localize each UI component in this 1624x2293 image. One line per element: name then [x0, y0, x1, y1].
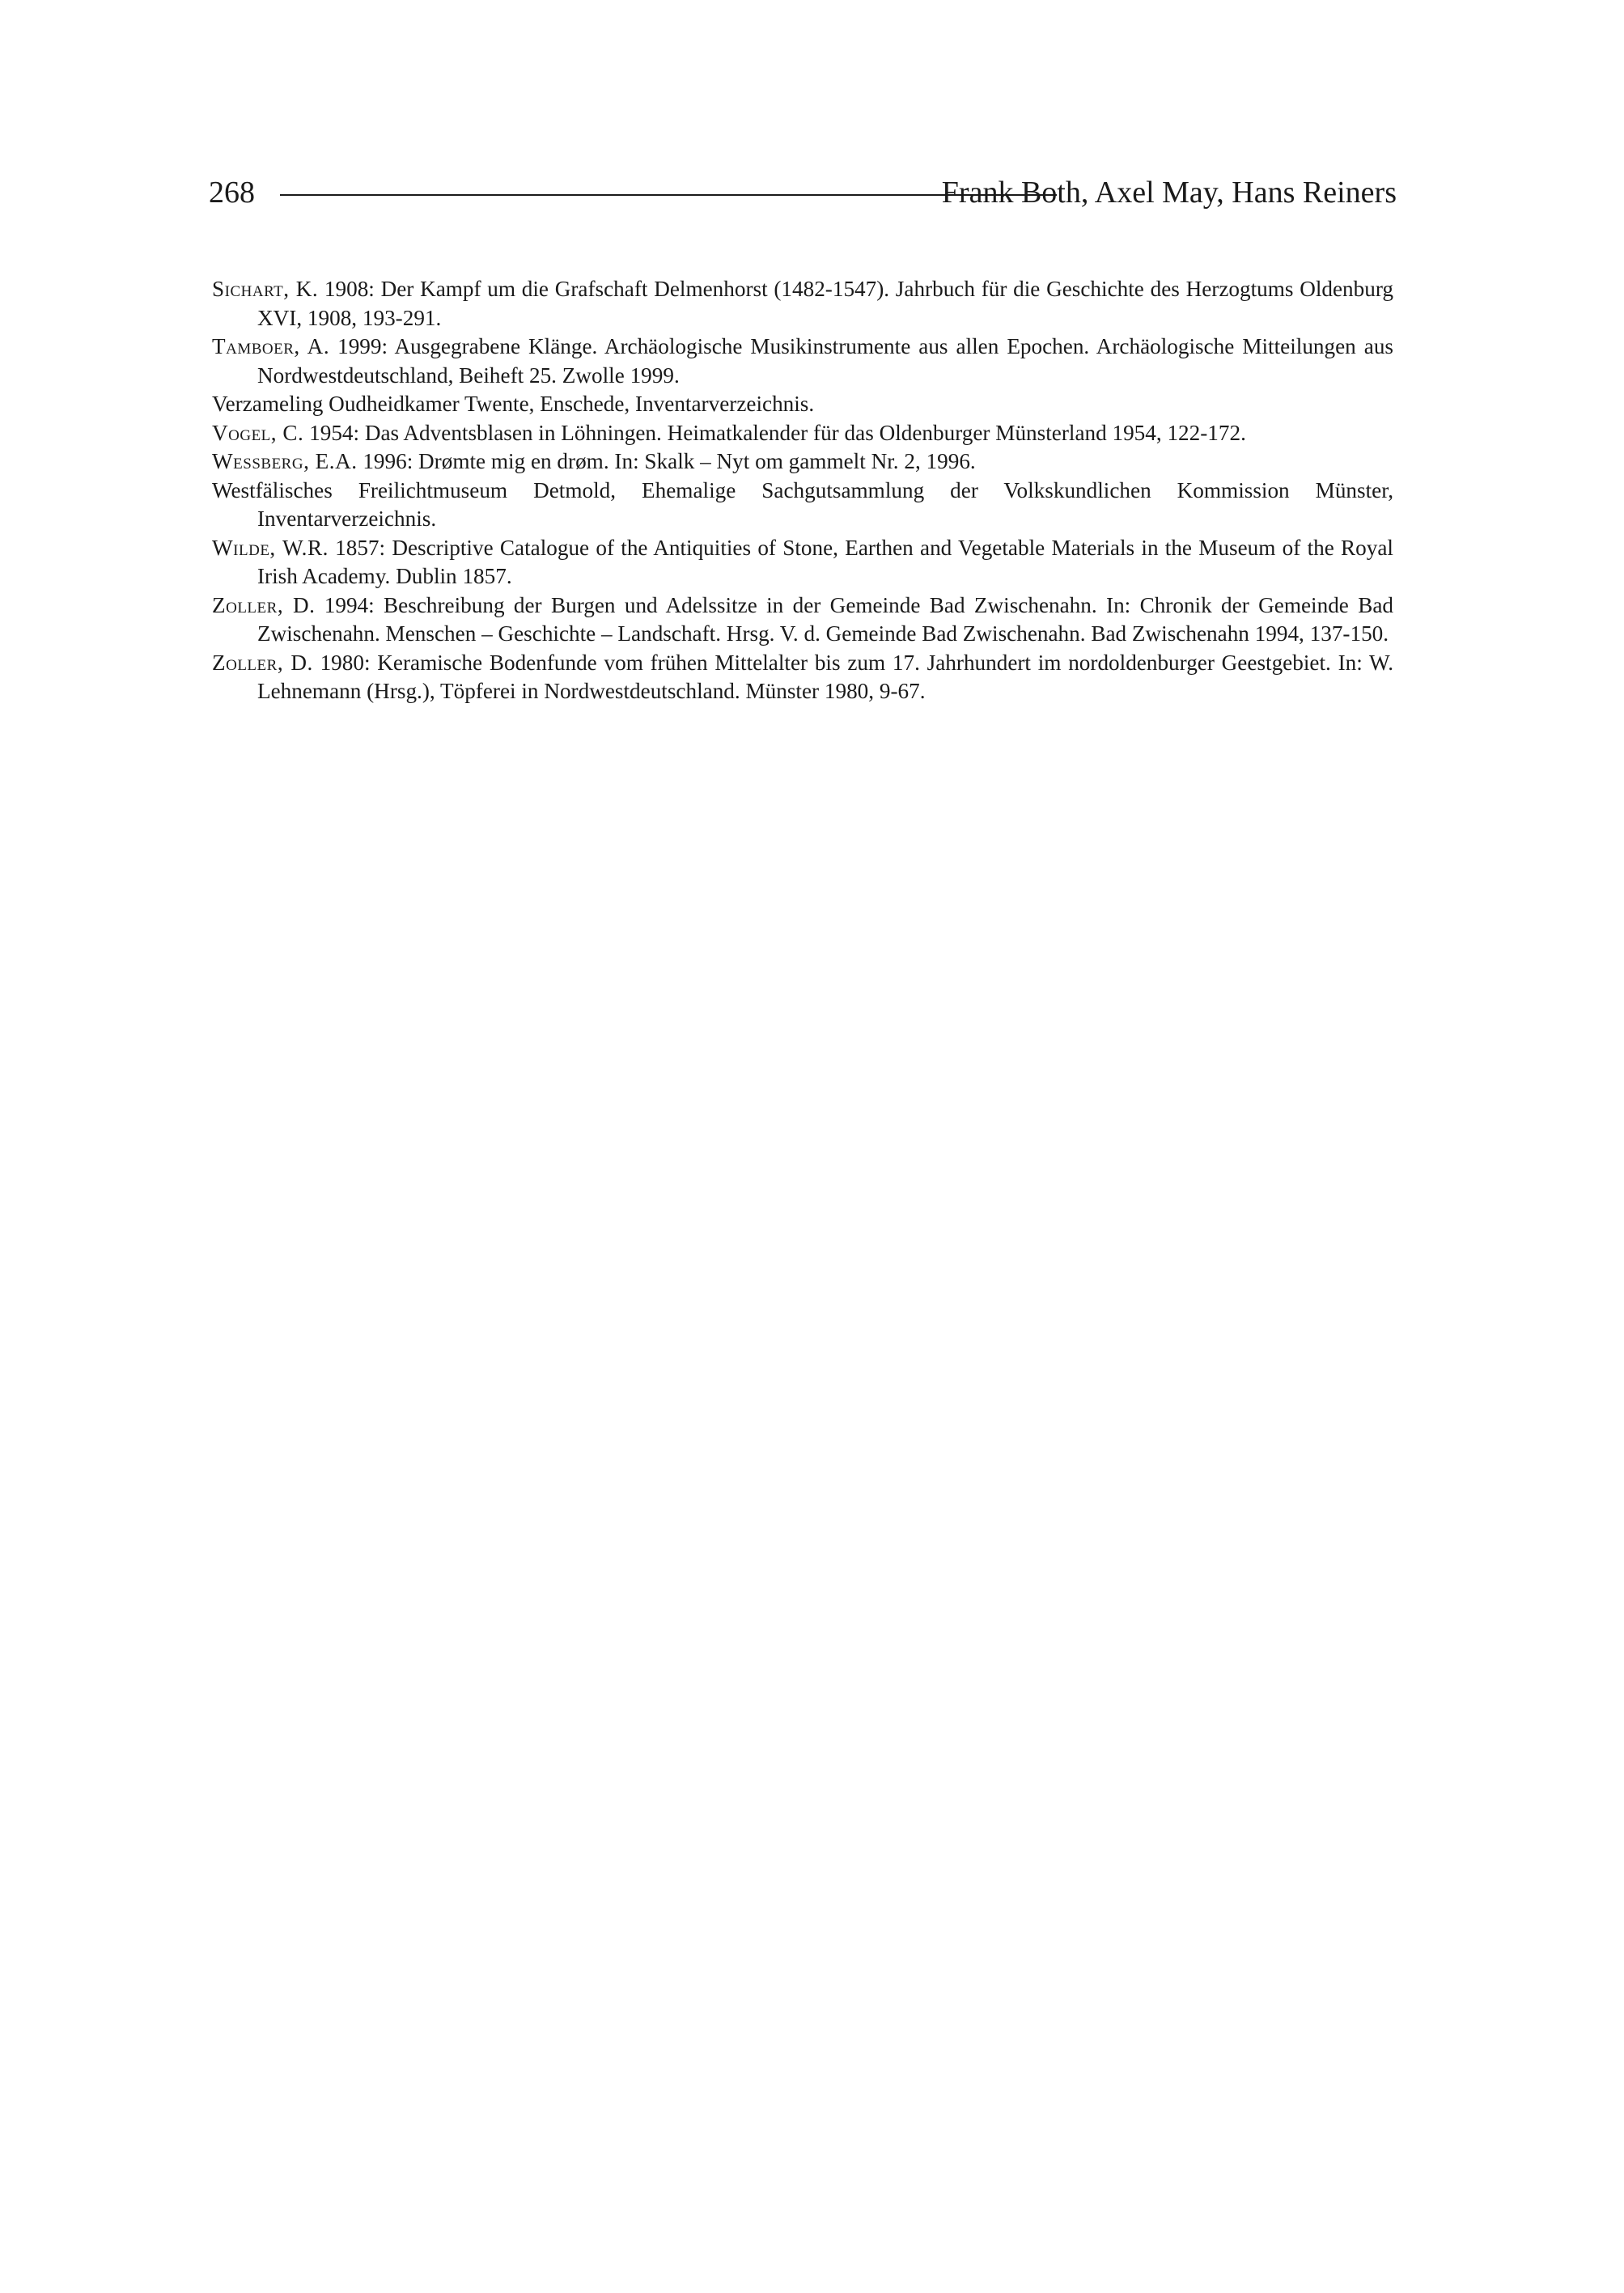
entry-text: 1908: Der Kampf um die Grafschaft Delmenhorst (1482-1547). Jahrbuch für die Geschichte des Herzogtums Oldenburg XVI, 1908, 193-291.	[257, 277, 1393, 330]
entry-text: 1999: Ausgegrabene Klänge. Archäologische Musikinstrumente aus allen Epochen. Archäologische Mitteilungen aus Nordwestdeutschland, Beiheft 25. Zwolle 1999.	[257, 334, 1394, 388]
bibliography-list	[212, 275, 1393, 706]
entry-text: Verzameling Oudheidkamer Twente, Enschede, Inventarverzeichnis.	[212, 392, 815, 416]
bibliography-entry	[212, 447, 1393, 477]
entry-text: 1980: Keramische Bodenfunde vom frühen Mittelalter bis zum 17. Jahrhundert im nordoldenburger Geestgebiet. In: W. Lehnemann (Hrsg.), Töpferei in Nordwestdeutschland. Münster 1980, 9-67.	[257, 650, 1394, 703]
entry-author: Vogel, C.	[212, 420, 304, 445]
bibliography-entry	[212, 333, 1393, 390]
entry-text: Westfälisches Freilichtmuseum Detmold, Ehemalige Sachgutsammlung der Volkskundlichen Kommission Münster, Inventarverzeichnis.	[212, 477, 1393, 531]
entry-text: 1994: Beschreibung der Burgen und Adelssitze in der Gemeinde Bad Zwischenahn. In: Chronik der Gemeinde Bad Zwischenahn. Menschen – Geschichte – Landschaft. Hrsg. V. d. Gemeinde Bad Zwischenahn. Bad Zwischenahn 1994, 137-150.	[257, 592, 1393, 646]
header-rule	[280, 194, 1057, 196]
bibliography-entry	[212, 275, 1393, 333]
entry-author: Wilde, W.R.	[212, 535, 329, 560]
entry-author: Sichart, K.	[212, 277, 319, 301]
page-number: 268	[209, 176, 255, 210]
bibliography-entry	[212, 419, 1393, 448]
bibliography-entry	[212, 390, 1393, 419]
entry-text: 1954: Das Adventsblasen in Löhningen. Heimatkalender für das Oldenburger Münsterland 1954, 122-172.	[303, 420, 1246, 445]
entry-text: 1996: Drømte mig en drøm. In: Skalk – Nyt om gammelt Nr. 2, 1996.	[357, 449, 976, 473]
entry-author: Wessberg, E.A.	[212, 449, 358, 473]
entry-text: 1857: Descriptive Catalogue of the Antiquities of Stone, Earthen and Vegetable Materials in the Museum of the Royal Irish Academy. Dublin 1857.	[257, 535, 1393, 588]
running-head: Frank Both, Axel May, Hans Reiners	[941, 176, 1397, 210]
bibliography-entry	[212, 477, 1393, 534]
entry-author: Tamboer, A.	[212, 334, 330, 358]
bibliography-entry	[212, 591, 1393, 649]
entry-author: Zoller, D.	[212, 650, 313, 675]
bibliography-entry	[212, 649, 1393, 706]
page-header	[209, 168, 1397, 217]
bibliography-entry	[212, 534, 1393, 591]
entry-author: Zoller, D.	[212, 592, 316, 617]
